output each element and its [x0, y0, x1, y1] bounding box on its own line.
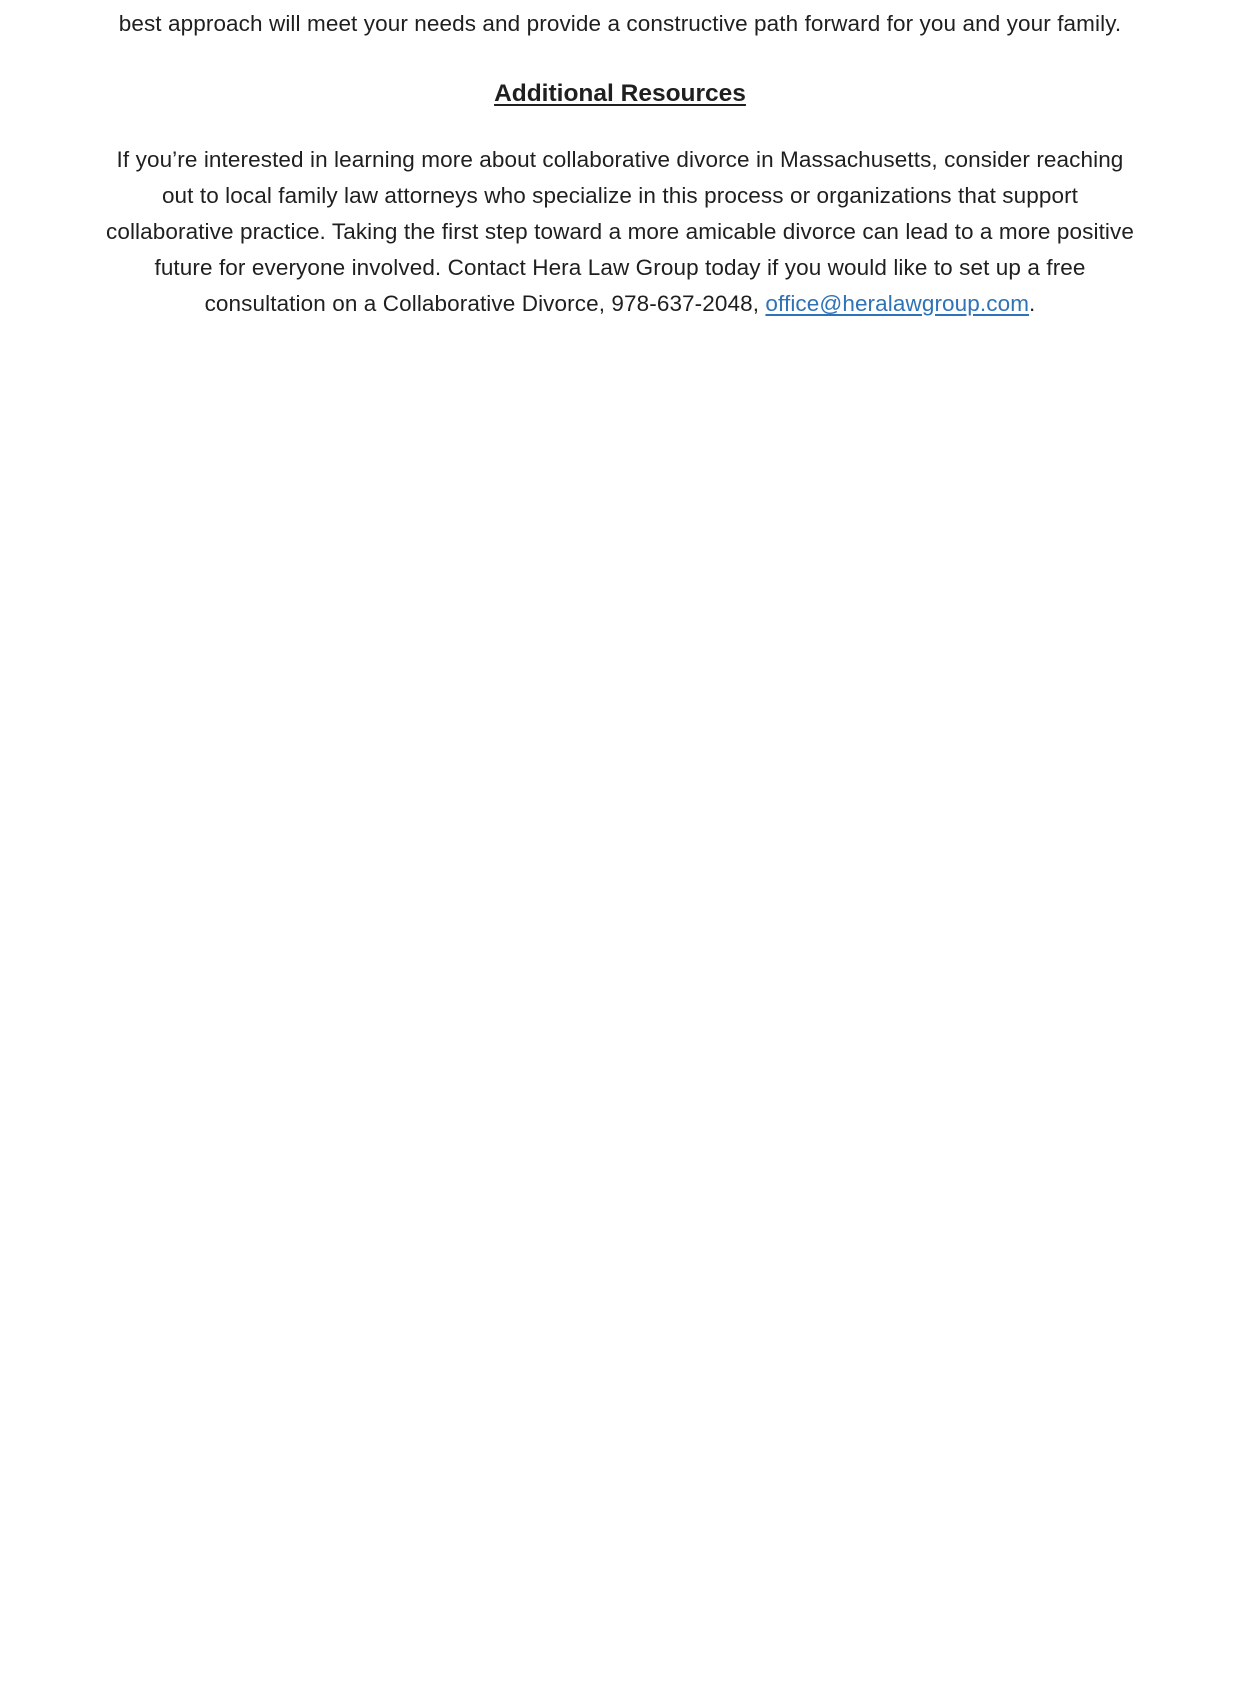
intro-paragraph: best approach will meet your needs and provide a constructive path forward for you and your family. [118, 11, 1122, 36]
closing-period: . [1029, 291, 1036, 316]
body-paragraph-text: If you’re interested in learning more about collaborative divorce in Massachusetts, consider reaching out to local family law attorneys who specialize in this process or organizations that support collaborative practice. Taking the first step toward a more amicable divorce can lead to a more positive future for everyone involved. Contact Hera Law Group today if you would like to set up a free consultation on a Collaborative Divorce, 978-637-2048, [106, 147, 1134, 316]
section-heading: Additional Resources [494, 80, 746, 107]
body-paragraph [98, 142, 1142, 322]
email-link[interactable]: office@heralawgroup.com [765, 291, 1030, 316]
